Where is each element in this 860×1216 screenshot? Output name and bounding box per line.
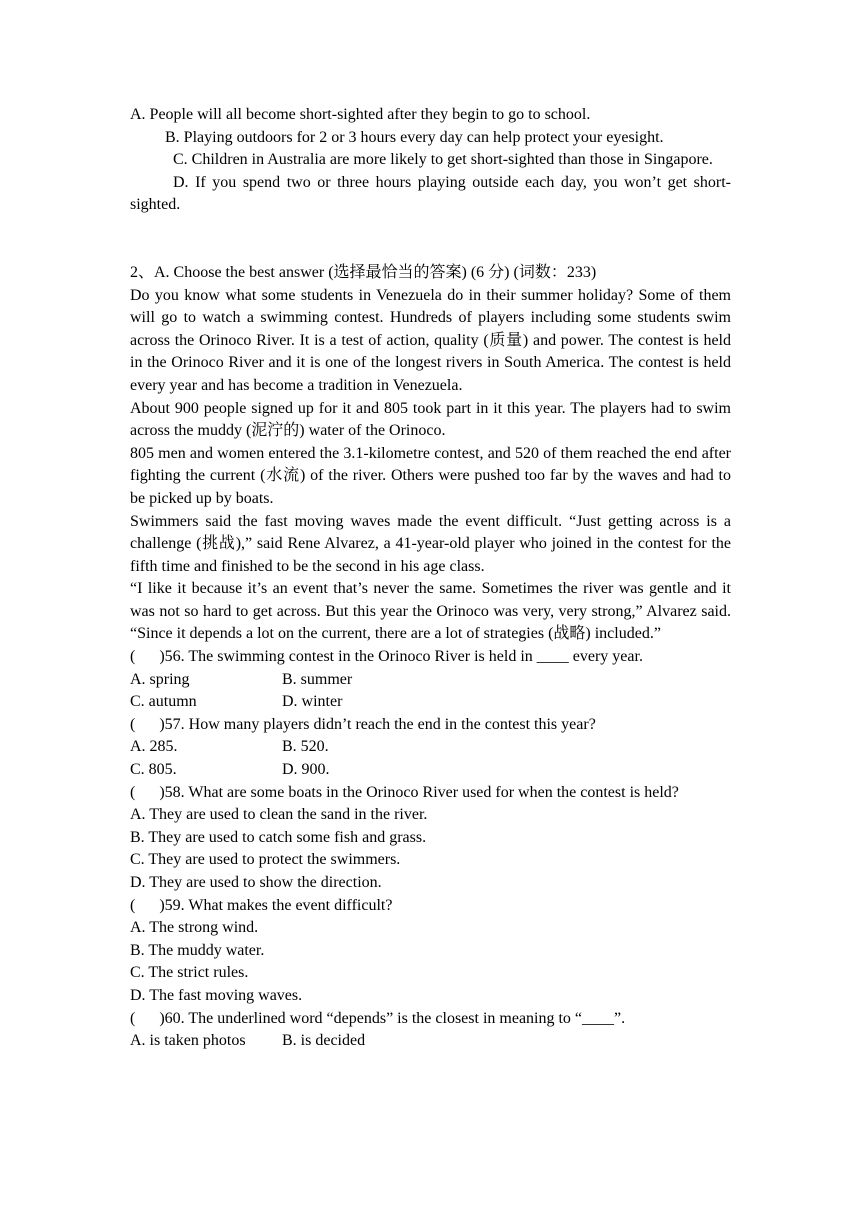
question-57-option-b: B. 520. [282, 738, 329, 756]
passage-paragraph-4: Swimmers said the fast moving waves made the event difficult. “Just getting across is a challenge (挑战),” said Rene Alvarez, a 41-year-old player who joined in the contest for the fifth time and finished to be the second in his age class. [130, 512, 731, 575]
question-59-option-c: C. The strict rules. [130, 964, 249, 982]
question-59-option-a: A. The strong wind. [130, 919, 259, 937]
question-60-options-row-1 [130, 1030, 731, 1053]
question-57-stem: ( )57. How many players didn’t reach the end in the contest this year? [130, 715, 596, 733]
question-56-stem: ( )56. The swimming contest in the Orinoco River is held in ____ every year. [130, 648, 643, 666]
question-58-option-b: B. They are used to catch some fish and grass. [130, 828, 427, 846]
passage-paragraph-2: About 900 people signed up for it and 805 took part in it this year. The players had to swim across the muddy (泥泞的) water of the Orinoco. [130, 399, 731, 440]
passage-paragraph-1: Do you know what some students in Venezuela do in their summer holiday? Some of them will go to watch a swimming contest. Hundreds of players including some students swim across the Orinoco River. It is a test of action, quality (质量) and power. The contest is held in the Orinoco River and it is one of the longest rivers in South America. The contest is held every year and has become a tradition in Venezuela. [130, 286, 731, 394]
question-59-option-b: B. The muddy water. [130, 941, 265, 959]
question-58-stem: ( )58. What are some boats in the Orinoco River used for when the contest is held? [130, 783, 679, 801]
question-59-stem: ( )59. What makes the event difficult? [130, 896, 393, 914]
question-58-option-a: A. They are used to clean the sand in the river. [130, 806, 428, 824]
question-56-option-d: D. winter [282, 693, 343, 711]
question-57-option-a: A. 285. [130, 738, 178, 756]
prev-option-d: D. If you spend two or three hours playing outside each day, you won’t get short-sighted. [130, 173, 731, 214]
question-57-option-c: C. 805. [130, 761, 177, 779]
section-heading: 2、A. Choose the best answer (选择最恰当的答案) (6 分) (词数：233) [130, 263, 597, 281]
question-56-option-b: B. summer [282, 670, 353, 688]
question-60-stem: ( )60. The underlined word “depends” is the closest in meaning to “____”. [130, 1009, 626, 1027]
question-56-option-c: C. autumn [130, 693, 197, 711]
question-56-option-a: A. spring [130, 670, 190, 688]
question-58-option-d: D. They are used to show the direction. [130, 874, 382, 891]
prev-option-c: C. Children in Australia are more likely to get short-sighted than those in Singapore. [173, 151, 713, 169]
section-gap [130, 217, 731, 262]
question-56-options-row-2 [130, 691, 731, 714]
question-60-option-a: A. is taken photos [130, 1032, 246, 1050]
question-57-options-row-1 [130, 736, 731, 759]
passage-paragraph-5: “I like it because it’s an event that’s never the same. Sometimes the river was gentle and it was not so hard to get across. But this year the Orinoco was very, very strong,” Alvarez said. “Since it depends a lot on the current, there are a lot of strategies (战略) included.” [130, 580, 731, 643]
prev-option-a: A. People will all become short-sighted after they begin to go to school. [130, 106, 591, 123]
question-60-option-b: B. is decided [282, 1032, 366, 1050]
question-57-options-row-2 [130, 759, 731, 782]
question-58-option-c: C. They are used to protect the swimmers. [130, 851, 401, 869]
question-56-options-row-1 [130, 669, 731, 692]
question-57-option-d: D. 900. [282, 761, 330, 779]
prev-option-b: B. Playing outdoors for 2 or 3 hours every day can help protect your eyesight. [165, 128, 664, 146]
passage-paragraph-3: 805 men and women entered the 3.1-kilometre contest, and 520 of them reached the end after fighting the current (水流) of the river. Others were pushed too far by the waves and had to be picked up by boats. [130, 444, 731, 507]
question-59-option-d: D. The fast moving waves. [130, 986, 303, 1004]
document-page [130, 104, 731, 1053]
